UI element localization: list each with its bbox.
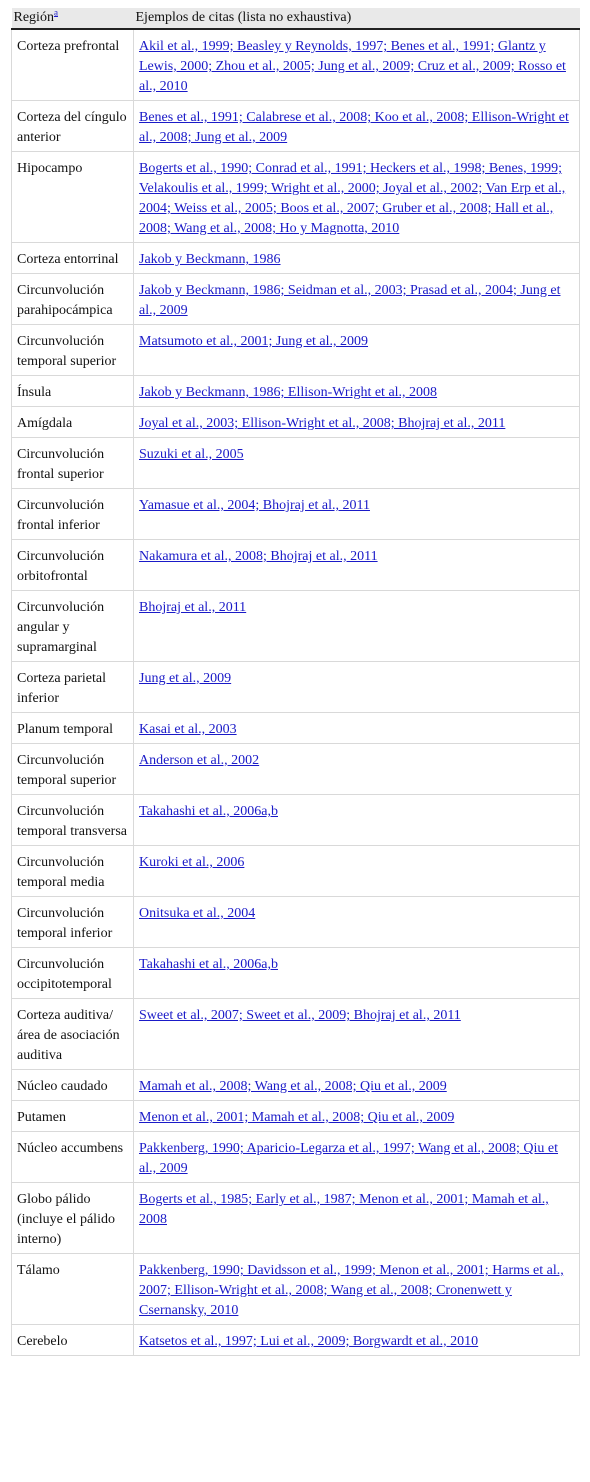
table-row — [12, 744, 580, 795]
citations-link[interactable]: Mamah et al., 2008; Wang et al., 2008; Qiu et al., 2009 — [139, 1079, 447, 1094]
region-cell: Circunvolución temporal superior — [12, 325, 134, 376]
region-cell: Globo pálido (incluye el pálido interno) — [12, 1183, 134, 1254]
footnote-marker — [54, 7, 58, 17]
region-cell: Circunvolución occipitotemporal — [12, 948, 134, 999]
citations-link[interactable]: Jakob y Beckmann, 1986; Seidman et al., 2003; Prasad et al., 2004; Jung et al., 2009 — [139, 283, 561, 318]
citations-cell — [134, 948, 580, 999]
citations-link[interactable]: Pakkenberg, 1990; Davidsson et al., 1999; Menon et al., 2001; Harms et al., 2007; Ellison-Wright et al., 2008; Wang et al., 2008; Cronenwett y Csernansky, 2010 — [139, 1263, 564, 1318]
region-cell: Núcleo caudado — [12, 1070, 134, 1101]
citations-cell — [134, 1183, 580, 1254]
table-row — [12, 325, 580, 376]
table-row — [12, 438, 580, 489]
table-row — [12, 897, 580, 948]
citations-link[interactable]: Bhojraj et al., 2011 — [139, 600, 247, 615]
table-row — [12, 1254, 580, 1325]
region-cell: Tálamo — [12, 1254, 134, 1325]
citations-cell — [134, 152, 580, 243]
citations-cell — [134, 897, 580, 948]
citations-cell — [134, 438, 580, 489]
region-cell: Núcleo accumbens — [12, 1132, 134, 1183]
header-examples: Ejemplos de citas (lista no exhaustiva) — [134, 8, 580, 29]
table-row — [12, 489, 580, 540]
region-cell: Circunvolución temporal transversa — [12, 795, 134, 846]
citations-cell — [134, 713, 580, 744]
region-cell: Circunvolución frontal superior — [12, 438, 134, 489]
table-row — [12, 795, 580, 846]
regions-citations-table — [11, 8, 580, 1356]
citations-link[interactable]: Onitsuka et al., 2004 — [139, 906, 256, 921]
citations-cell — [134, 1070, 580, 1101]
citations-cell — [134, 1101, 580, 1132]
region-cell: Corteza auditiva/área de asociación auditiva — [12, 999, 134, 1070]
citations-link[interactable]: Jakob y Beckmann, 1986; Ellison-Wright et al., 2008 — [139, 385, 438, 400]
table-row — [12, 846, 580, 897]
table-row — [12, 713, 580, 744]
citations-cell — [134, 744, 580, 795]
citations-cell — [134, 1254, 580, 1325]
citations-link[interactable]: Jung et al., 2009 — [139, 671, 232, 686]
region-cell: Corteza del cíngulo anterior — [12, 101, 134, 152]
table-row — [12, 1183, 580, 1254]
table-row — [12, 29, 580, 101]
header-region-label: Región — [13, 10, 54, 25]
table-row — [12, 999, 580, 1070]
table-row — [12, 407, 580, 438]
citations-link[interactable]: Akil et al., 1999; Beasley y Reynolds, 1997; Benes et al., 1991; Glantz y Lewis, 2000; Zhou et al., 2005; Jung et al., 2009; Cruz et al., 2009; Rosso et al., 2010 — [139, 39, 566, 94]
citations-cell — [134, 1132, 580, 1183]
region-cell: Amígdala — [12, 407, 134, 438]
citations-link[interactable]: Menon et al., 2001; Mamah et al., 2008; Qiu et al., 2009 — [139, 1110, 455, 1125]
region-cell: Circunvolución temporal superior — [12, 744, 134, 795]
table-row — [12, 540, 580, 591]
citations-link[interactable]: Benes et al., 1991; Calabrese et al., 2008; Koo et al., 2008; Ellison-Wright et al., 2008; Jung et al., 2009 — [139, 110, 569, 145]
header-row — [12, 8, 580, 29]
citations-link[interactable]: Nakamura et al., 2008; Bhojraj et al., 2011 — [139, 549, 378, 564]
table-row — [12, 1132, 580, 1183]
table-row — [12, 274, 580, 325]
citations-link[interactable]: Takahashi et al., 2006a,b — [139, 957, 278, 972]
citations-link[interactable]: Matsumoto et al., 2001; Jung et al., 2009 — [139, 334, 369, 349]
header-region — [12, 8, 134, 29]
region-cell: Circunvolución frontal inferior — [12, 489, 134, 540]
citations-cell — [134, 101, 580, 152]
citations-link[interactable]: Joyal et al., 2003; Ellison-Wright et al., 2008; Bhojraj et al., 2011 — [139, 416, 506, 431]
table-row — [12, 662, 580, 713]
table-row — [12, 1325, 580, 1356]
citations-cell — [134, 1325, 580, 1356]
region-cell: Corteza entorrinal — [12, 243, 134, 274]
citations-link[interactable]: Bogerts et al., 1990; Conrad et al., 1991; Heckers et al., 1998; Benes, 1999; Velakoulis et al., 1999; Wright et al., 2000; Joyal et al., 2002; Van Erp et al., 2004; Weiss et al., 2005; Boos et al., 2007; Gruber et al., 2008; Hall et al., 2008; Wang et al., 2008; Ho y Magnotta, 2010 — [139, 161, 566, 236]
table-body — [12, 29, 580, 1356]
citations-link[interactable]: Pakkenberg, 1990; Aparicio-Legarza et al., 1997; Wang et al., 2008; Qiu et al., 2009 — [139, 1141, 559, 1176]
region-cell: Ínsula — [12, 376, 134, 407]
region-cell: Circunvolución orbitofrontal — [12, 540, 134, 591]
citations-cell — [134, 795, 580, 846]
citations-cell — [134, 407, 580, 438]
region-cell: Circunvolución parahipocámpica — [12, 274, 134, 325]
table-row — [12, 243, 580, 274]
region-cell: Circunvolución temporal inferior — [12, 897, 134, 948]
citations-link[interactable]: Takahashi et al., 2006a,b — [139, 804, 278, 819]
citations-cell — [134, 29, 580, 101]
region-cell: Hipocampo — [12, 152, 134, 243]
citations-cell — [134, 846, 580, 897]
citations-link[interactable]: Sweet et al., 2007; Sweet et al., 2009; Bhojraj et al., 2011 — [139, 1008, 461, 1023]
region-cell: Putamen — [12, 1101, 134, 1132]
table-row — [12, 376, 580, 407]
table-row — [12, 948, 580, 999]
citations-cell — [134, 325, 580, 376]
citations-cell — [134, 662, 580, 713]
region-cell: Corteza prefrontal — [12, 29, 134, 101]
citations-link[interactable]: Anderson et al., 2002 — [139, 753, 260, 768]
table-row — [12, 101, 580, 152]
citations-cell — [134, 540, 580, 591]
footnote-link[interactable]: a — [53, 7, 58, 18]
table-row — [12, 591, 580, 662]
table-header — [12, 8, 580, 29]
citations-link[interactable]: Kasai et al., 2003 — [139, 722, 237, 737]
region-cell: Cerebelo — [12, 1325, 134, 1356]
citations-link[interactable]: Bogerts et al., 1985; Early et al., 1987; Menon et al., 2001; Mamah et al., 2008 — [139, 1192, 549, 1227]
table-row — [12, 152, 580, 243]
region-cell: Circunvolución angular y supramarginal — [12, 591, 134, 662]
region-cell: Circunvolución temporal media — [12, 846, 134, 897]
region-cell: Planum temporal — [12, 713, 134, 744]
citations-link[interactable]: Katsetos et al., 1997; Lui et al., 2009; Borgwardt et al., 2010 — [139, 1334, 479, 1349]
table-row — [12, 1101, 580, 1132]
citations-cell — [134, 489, 580, 540]
citations-cell — [134, 999, 580, 1070]
citations-cell — [134, 376, 580, 407]
citations-link[interactable]: Kuroki et al., 2006 — [139, 855, 245, 870]
citations-link[interactable]: Suzuki et al., 2005 — [139, 447, 244, 462]
citations-cell — [134, 243, 580, 274]
table-row — [12, 1070, 580, 1101]
region-cell: Corteza parietal inferior — [12, 662, 134, 713]
citations-cell — [134, 591, 580, 662]
citations-link[interactable]: Jakob y Beckmann, 1986 — [139, 252, 281, 267]
citations-link[interactable]: Yamasue et al., 2004; Bhojraj et al., 2011 — [139, 498, 370, 513]
citations-cell — [134, 274, 580, 325]
